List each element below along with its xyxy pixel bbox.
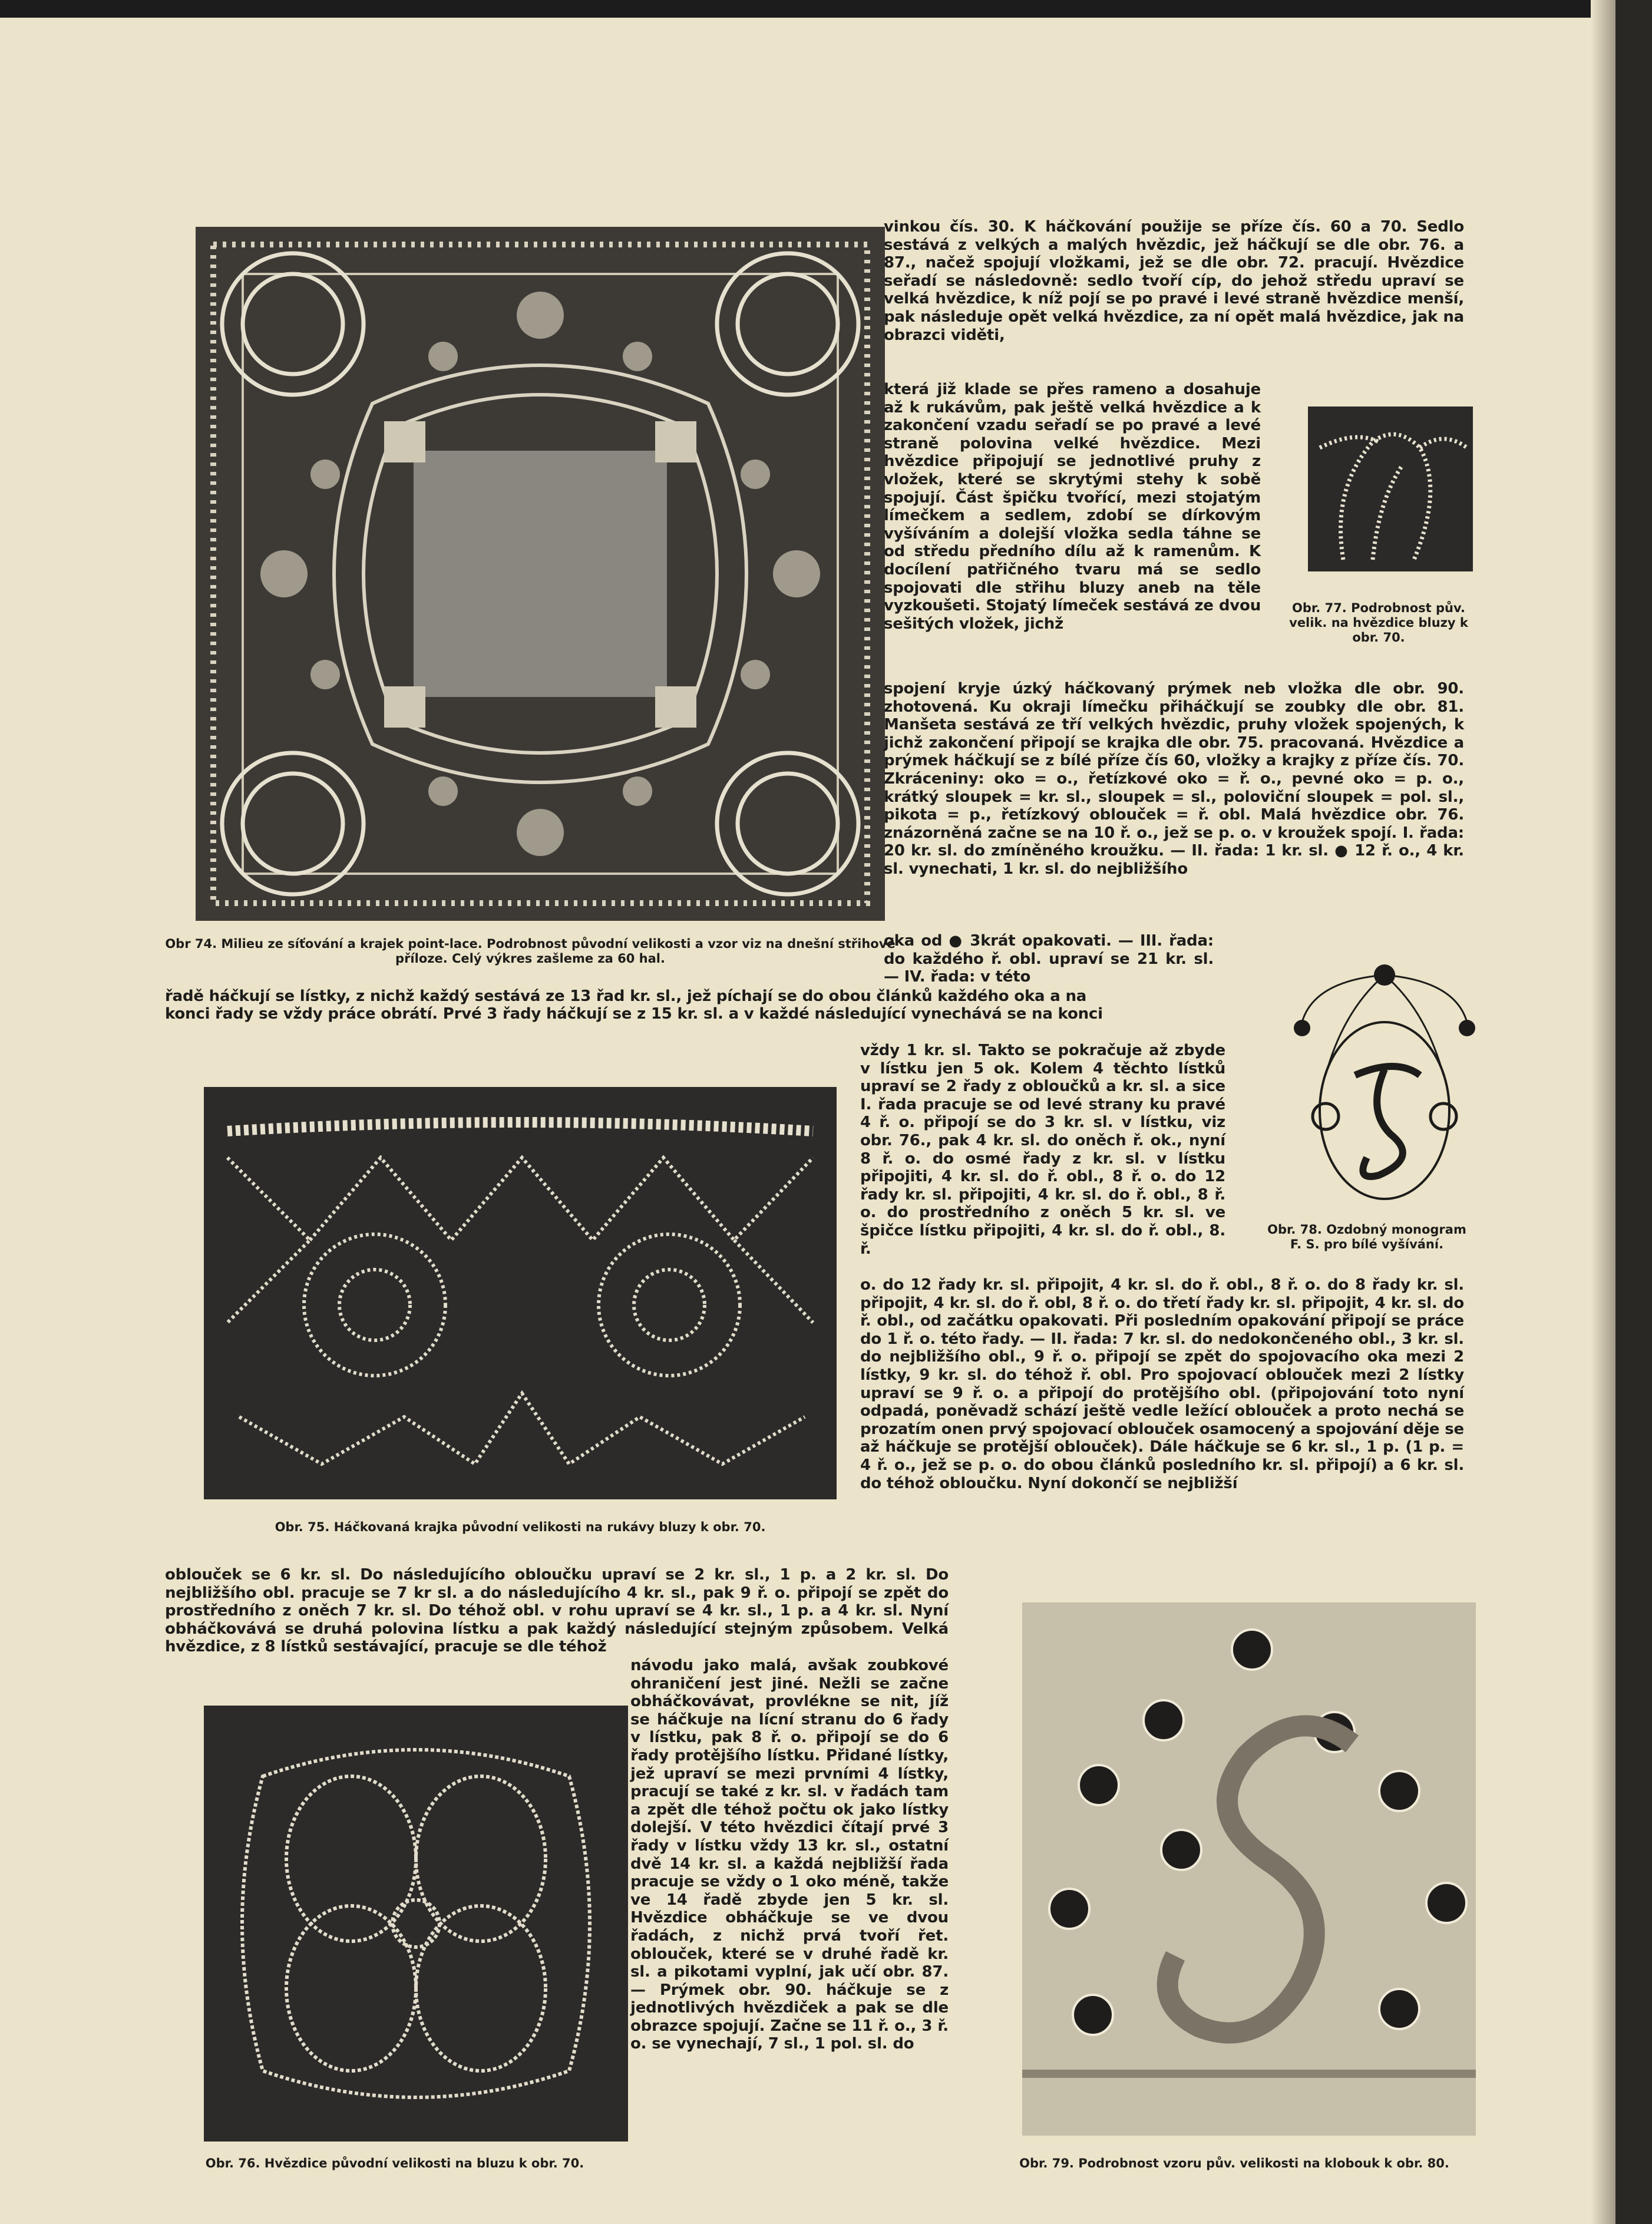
caption-fig79: Obr. 79. Podrobnost vzoru pův. velikosti na klobouk k obr. 80. [1019, 2156, 1449, 2170]
text-right-narrow3: vždy 1 kr. sl. Takto se pokračuje až zbyde v lístku jen 5 ok. Kolem 4 těchto lístků upraví se 2 řady z obloučků a kr. sl. a sice I. řada pracuje se od levé strany ku pravé 4 ř. o. připojí se do 3 kr. sl. v lístku, viz obr. 76., pak 4 kr. sl. do oněch ř. ok., nyní 8 ř. o. do osmé řady z kr. sl. v lístku připojiti, 4 kr. sl. do ř. obl., 8 ř. o. do 12 řady kr. sl. připojiti, 4 kr. sl. do ř. obl., 8 ř. o. do prostředního z oněch 5 kr. sl. ve špičce lístku připojiti, 4 kr. sl. do ř. obl., 8. ř. [860, 1042, 1225, 1258]
text-right-mid: spojení kryje úzký háčkovaný prýmek neb vložka dle obr. 90. zhotovená. Ku okraji límečku přiháčkují se zoubky dle obr. 81. Manšeta sestává ze tří velkých hvězdic, pruhy vložek spojených, k jichž zakončení připojí se krajka dle obr. 75. pracovaná. Hvězdice a prýmek háčkují se z bílé příze čís 60, vložky a krajky z příze čís. 70. Zkráceniny: oko = o., řetízkové oko = ř. o., pevné oko = p. o., krátký sloupek = kr. sl., sloupek = sl., poloviční sloupek = pol. sl., pikota = p., řetízkový oblouček = ř. obl. Malá hvězdice obr. 76. znázorněná začne se na 10 ř. o., jež se p. o. v kroužek spojí. I. řada: 20 kr. sl. do zmíněného kroužku. — II. řada: 1 kr. sl. ● 12 ř. o., 4 kr. sl. vynechati, 1 kr. sl. do nejbližšího [884, 680, 1464, 878]
figure-77-detail [1308, 407, 1473, 571]
crochet-star-image [204, 1706, 628, 2142]
binding-edge [1615, 0, 1652, 2224]
text-right-narrow2: oka od ● 3krát opakovati. — III. řada: do každého ř. obl. upraví se 21 kr. sl. — IV. řada: v této [884, 932, 1214, 986]
figure-74-milieu [196, 227, 885, 921]
caption-fig74: Obr 74. Milieu ze síťování a krajek point-lace. Podrobnost původní velikosti a vzor viz na dnešní střihové příloze. Celý výkres zašleme za 60 hal. [165, 937, 896, 966]
figure-75-lace [204, 1087, 837, 1499]
text-right-bottom: o. do 12 řady kr. sl. připojit, 4 kr. sl. do ř. obl., 8 ř. o. do 8 řady kr. sl. připojit, 4 kr. sl. do ř. obl, 8 ř. o. do třetí řady kr. sl. připojit, 4 kr. sl. do ř. obl., od začátku opakovati. Při posledním opakování připojí se práce do 1 ř. o. této řady. — II. řada: 7 kr. sl. do nedokončeného obl., 3 kr. sl. do nejbližšího obl., 9 ř. o. připojí se zpět do spojovacího oka mezi 2 lístky, 9 kr. sl. do téhož ř. obl. Pro spojovací oblouček mezi 2 lístky upraví se 9 ř. o. a připojí do protějšího obl. (připojování toto nyní odpadá, poněvadž schází ještě vedle ležící oblouček a proto nechá se prozatím onen prvý spojovací oblouček osamocený a spojování děje se až háčkuje se protější oblouček). Dále háčkuje se 6 kr. sl., 1 p. (1 p. = 4 ř. o., jež se p. o. do obou článků posledního kr. sl. připojí) a 6 kr. sl. do téhož obloučku. Nyní dokončí se nejbližší [860, 1276, 1464, 1492]
figure-76-star [204, 1706, 628, 2142]
caption-fig76: Obr. 76. Hvězdice původní velikosti na bluzu k obr. 70. [205, 2156, 584, 2170]
caption-fig78: Obr. 78. Ozdobný monogram F. S. pro bílé vyšívání. [1267, 1222, 1466, 1251]
caption-fig77: Obr. 77. Podrobnost pův. velik. na hvězdice bluzy k obr. 70. [1289, 601, 1468, 645]
figure-79-embroidery [1022, 1602, 1476, 2136]
text-right-top: vinkou čís. 30. K háčkování použije se příze čís. 60 a 70. Sedlo sestává z velkých a malých hvězdic, jež háčkují se dle obr. 76. a 87., načež spojují vložkami, jež se dle obr. 72. pracují. Hvězdice seřadí se následovně: sedlo tvoří cíp, do jehož středu upraví se velká hvězdice, k níž pojí se po pravé i levé straně hvězdice menší, pak následuje opět velká hvězdice, za ní opět malá hvězdice, jak na obrazci viděti, [884, 218, 1464, 344]
text-full-line-1: řadě háčkují se lístky, z nichž každý sestává ze 13 řad kr. sl., jež píchají se do obou článků každého oka a na [165, 987, 1087, 1005]
text-right-narrow: která již klade se přes rameno a dosahuje až k rukávům, pak ještě velká hvězdice a k zakončení vzadu seřadí se po pravé a levé straně polovina velké hvězdice. Mezi hvězdice připojují se jednotlivé pruhy z vložek, které se skrytými stehy k sobě spojují. Část špičku tvořící, mezi stojatým límečkem a sedlem, zdobí se dírkovým vyšíváním a dolejší vložka sedla táhne se od středu předního dílu až k ramenům. K docílení patřičného tvaru má se sedlo spojovati dle střihu bluzy aneb na těle vyzkoušeti. Stojatý límeček sestává ze dvou sešitých vložek, jichž [884, 381, 1261, 633]
text-left-narrow: návodu jako malá, avšak zoubkové ohraničení jest jiné. Nežli se začne obháčkovávat, provlékne se nit, jíž se háčkuje na lícní stranu do 6 řady v lístku, pak 8 ř. o. připojí se do 6 řady protějšího lístku. Přidané lístky, jež upraví se mezi prvními 4 lístky, pracují se také z kr. sl. v řadách tam a zpět dle téhož počtu ok jako lístky dolejší. V této hvězdici čítají prvé 3 řady v lístku vždy 13 kr. sl., ostatní dvě 14 kr. sl. a každá nejbližší řada pracuje se vždy o 1 oko méně, takže ve 14 řadě zbyde jen 5 kr. sl. Hvězdice obháčkuje se ve dvou řadách, z nichž prvá tvoří řet. oblouček, které se v druhé řadě kr. sl. a pikotami vyplní, jak učí obr. 87. — Prýmek obr. 90. háčkuje se z jednotlivých hvězdiček a pak se dle obrazce spojují. Začne se 11 ř. o., 3 ř. o. se vynechají, 7 sl., 1 pol. sl. do [630, 1657, 949, 2053]
star-detail-image [1308, 407, 1473, 571]
hat-embroidery-image [1022, 1602, 1476, 2136]
text-full-line-2: konci řady se vždy práce obrátí. Prvé 3 řady háčkují se z 15 kr. sl. a v každé následující vynechává se na konci [165, 1005, 1103, 1023]
milieu-lace-image [196, 227, 885, 921]
crochet-lace-image [204, 1087, 837, 1499]
caption-fig75: Obr. 75. Háčkovaná krajka původní velikosti na rukávy bluzy k obr. 70. [275, 1520, 766, 1534]
text-left-mid: oblouček se 6 kr. sl. Do následujícího obloučku upraví se 2 kr. sl., 1 p. a 2 kr. sl. Do nejbližšího obl. pracuje se 7 kr sl. a do následujícího 4 kr. sl., pak 9 ř. o. připojí se zpět do prostředního z oněch 7 kr. sl. Do téhož obl. v rohu upraví se 4 kr. sl., 1 p. a 4 kr. sl. Nyní obháčkovává se druhá polovina lístku a pak každý následující stejným způsobem. Velká hvězdice, z 8 lístků sestávající, pracuje se dle téhož [165, 1566, 949, 1656]
top-scan-band [0, 0, 1652, 18]
page-edge-shadow [1591, 0, 1615, 2224]
